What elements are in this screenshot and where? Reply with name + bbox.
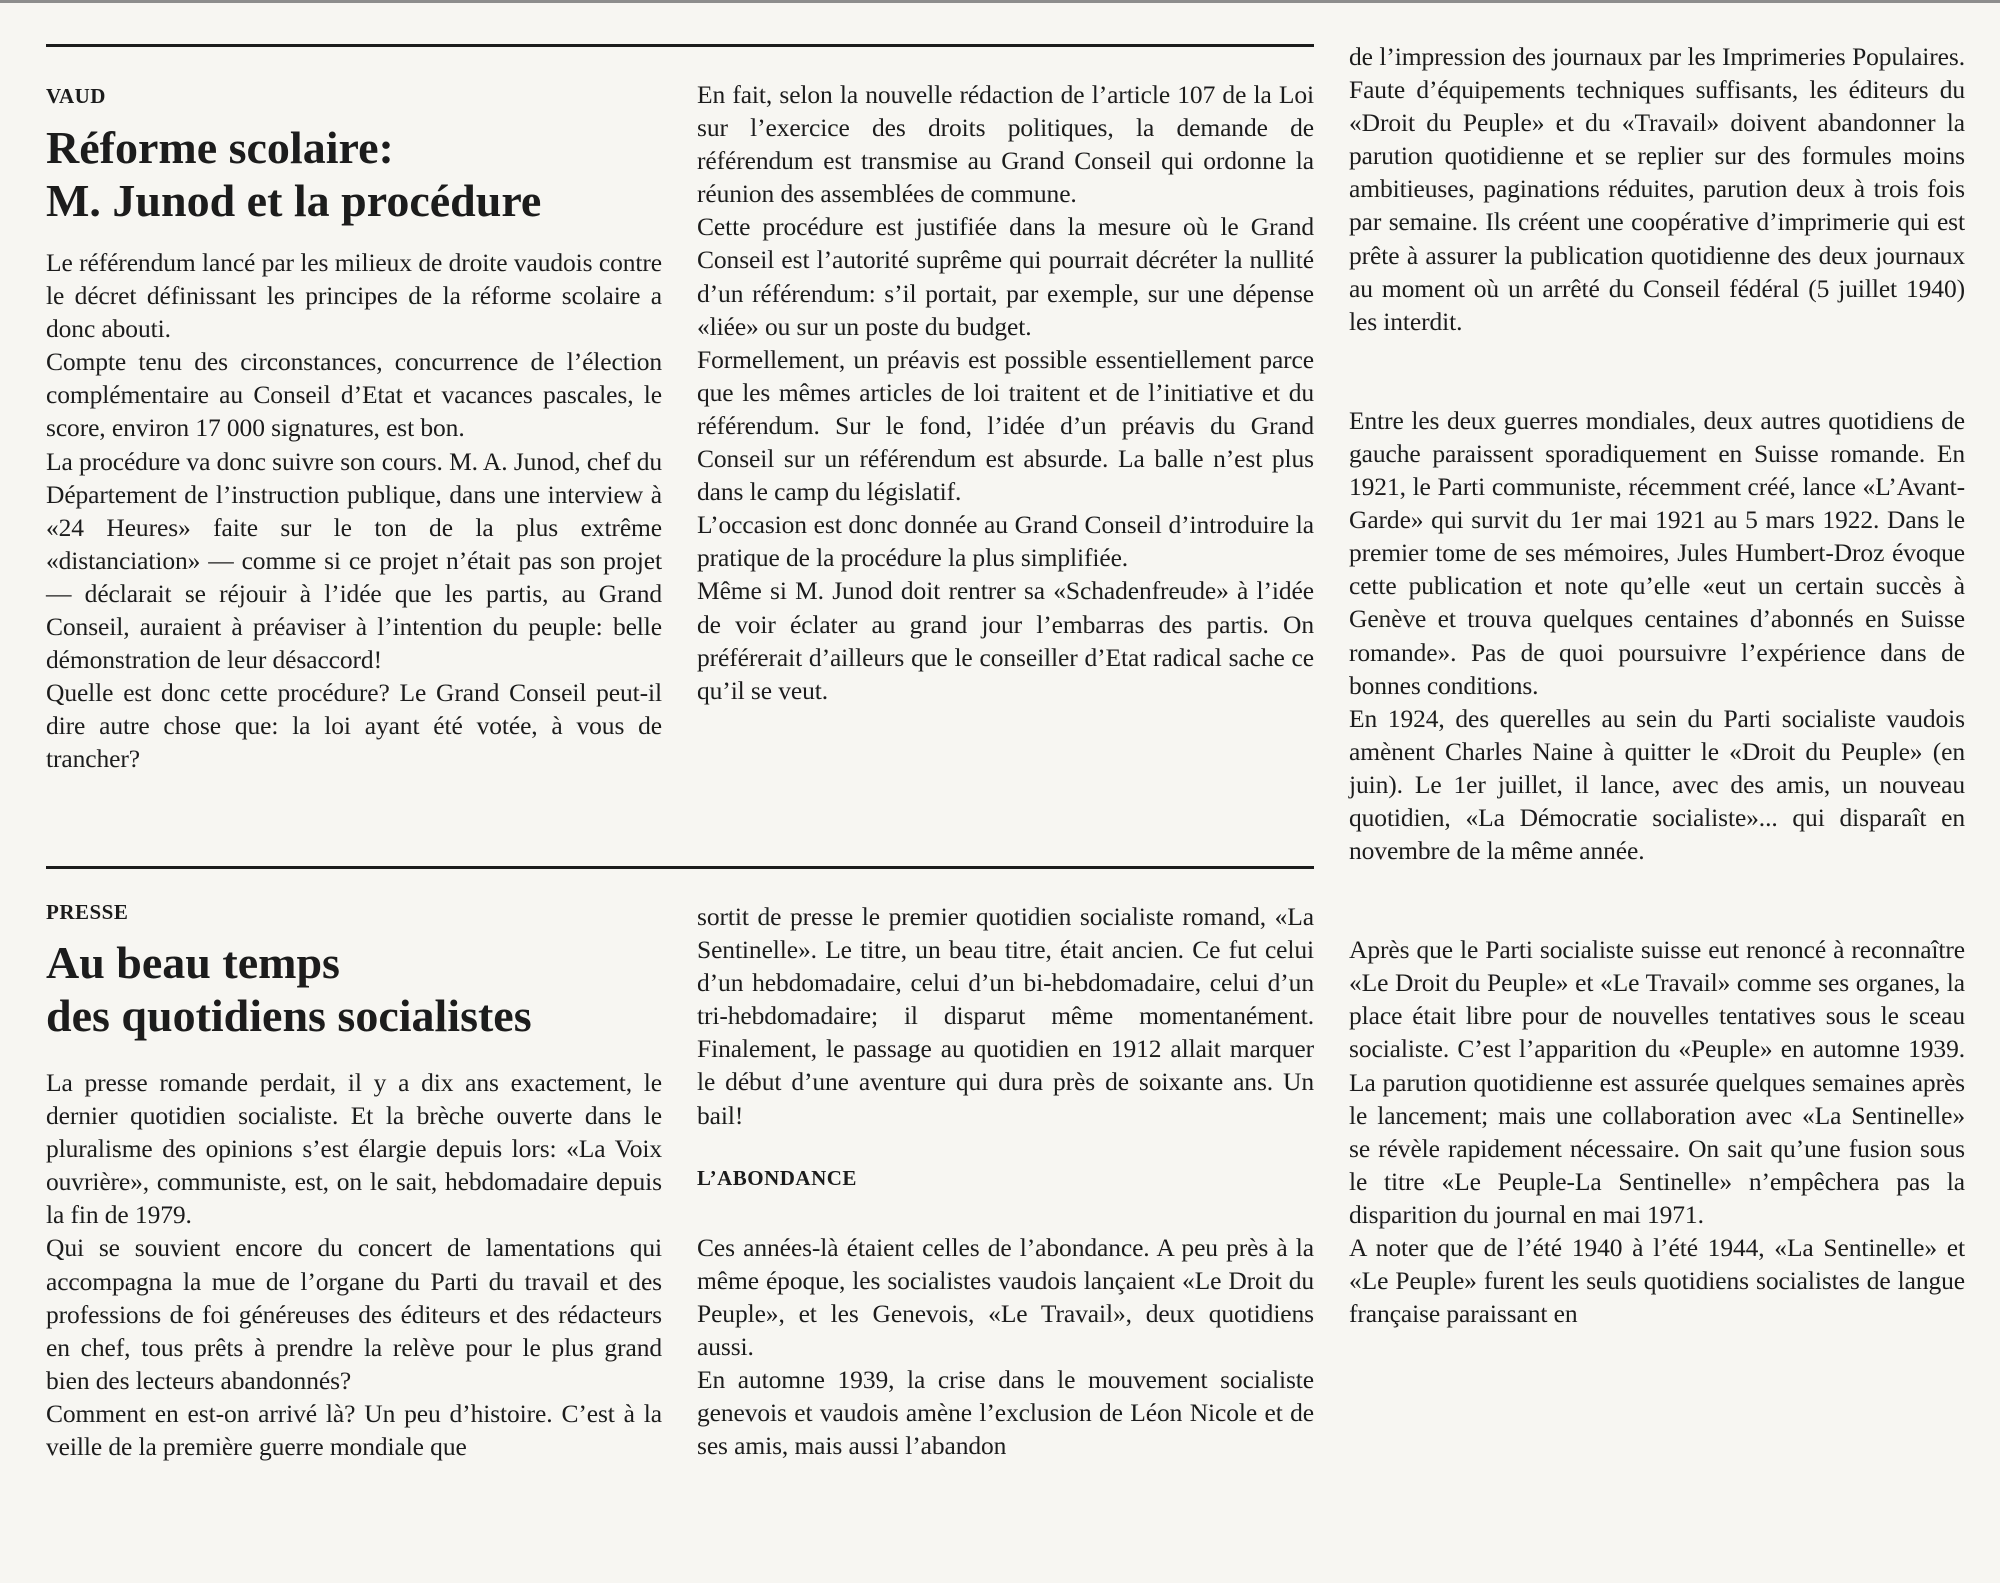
article2-subhead: L’ABONDANCE bbox=[697, 1165, 857, 1190]
article1-col1-para-4: Quelle est donc cette procédure? Le Grand Conseil peut-il dire autre chose que: la loi ayant été votée, à vous de trancher? bbox=[46, 678, 662, 774]
article1-headline-line1: Réforme scolaire: bbox=[46, 122, 394, 173]
article1-col1-para-2: Compte tenu des circonstances, concurrence de l’élection complémentaire au Conseil d’Etat et vacances pascales, le score, environ 17 000 signatures, est bon. bbox=[46, 347, 662, 443]
article2-col2-para-3: En automne 1939, la crise dans le mouvement socialiste genevois et vaudois amène l’exclusion de Léon Nicole et de ses amis, mais aussi l’abandon bbox=[697, 1365, 1314, 1461]
article1-column-1 bbox=[46, 246, 662, 776]
article2-col3-para-2: Entre les deux guerres mondiales, deux autres quotidiens de gauche paraissent sporadiquement en Suisse romande. En 1921, le Parti communiste, récemment créé, lance «L’Avant-Garde» qui survit du 1er mai 1921 au 5 mars 1922. Dans le premier tome de ses mémoires, Jules Humbert-Droz évoque cette publication et note qu’elle «eut un certain succès à Genève et trouva quelques centaines d’abonnés en Suisse romande». Pas de quoi poursuivre l’expérience dans de bonnes conditions. bbox=[1349, 405, 1965, 700]
article1-col2-para-5: Même si M. Junod doit rentrer sa «Schadenfreude» à l’idée de voir éclater au grand jour l’embarras des partis. On préférerait d’ailleurs que le conseiller d’Etat radical sache ce qu’il se veut. bbox=[697, 576, 1314, 705]
spacer bbox=[1349, 867, 1965, 933]
article2-col1-para-2: Qui se souvient encore du concert de lamentations qui accompagna la mue de l’organe du Parti du travail et des professions de foi généreuses des éditeurs et des rédacteurs en chef, tous prêts à prendre la relève pour le plus grand bien des lecteurs abandonnés? bbox=[46, 1233, 662, 1395]
article1-kicker: VAUD bbox=[46, 84, 106, 108]
spacer bbox=[697, 1191, 1314, 1231]
article1-col1-para-1: Le référendum lancé par les milieux de droite vaudois contre le décret définissant les principes de la réforme scolaire a donc abouti. bbox=[46, 248, 662, 344]
page-top-edge bbox=[0, 0, 2000, 3]
article1-col1-para-3: La procédure va donc suivre son cours. M. A. Junod, chef du Département de l’instruction publique, dans une interview à «24 Heures» faite sur le ton de la plus extrême «distanciation» — comme si ce projet n’était pas son projet — déclarait se réjouir à l’idée que les partis, au Grand Conseil, auraient à préaviser à l’intention du peuple: belle démonstration de leur désaccord! bbox=[46, 446, 662, 675]
article2-col2-para-2: Ces années-là étaient celles de l’abondance. A peu près à la même époque, les socialistes vaudois lançaient «Le Droit du Peuple», et les Genevois, «Le Travail», deux quotidiens aussi. bbox=[697, 1232, 1314, 1361]
spacer bbox=[697, 1132, 1314, 1166]
article2-col3-para-5: A noter que de l’été 1940 à l’été 1944, «La Sentinelle» et «Le Peuple» furent les seuls quotidiens socialistes de langue française paraissant en bbox=[1349, 1233, 1965, 1329]
article2-kicker: PRESSE bbox=[46, 900, 129, 924]
article2-headline-line2: des quotidiens socialistes bbox=[46, 990, 532, 1041]
article1-col2-para-2: Cette procédure est justifiée dans la mesure où le Grand Conseil est l’autorité suprême qui pourrait décréter la nullité d’un référendum: s’il portait, par exemple, sur une dépense «liée» ou sur un poste du budget. bbox=[697, 212, 1314, 341]
spacer bbox=[1349, 338, 1965, 404]
article2-headline-line1: Au beau temps bbox=[46, 937, 340, 988]
article1-headline-line2: M. Junod et la procédure bbox=[46, 175, 542, 226]
article1-col2-para-4: L’occasion est donc donnée au Grand Conseil d’introduire la pratique de la procédure la plus simplifiée. bbox=[697, 510, 1314, 573]
article2-col3-para-4: Après que le Parti socialiste suisse eut renoncé à reconnaître «Le Droit du Peuple» et «Le Travail» comme ses organes, la place était libre pour de nouvelles tentatives sous le sceau socialiste. C’est l’apparition du «Peuple» en automne 1939. La parution quotidienne est assurée quelques semaines après le lancement; mais une collaboration avec «La Sentinelle» se révèle rapidement nécessaire. On sait qu’une fusion sous le titre «Le Peuple-La Sentinelle» n’empêchera pas la disparition du journal en mai 1971. bbox=[1349, 935, 1965, 1229]
article2-top-rule bbox=[46, 866, 1314, 869]
article2-col3-para-3: En 1924, des querelles au sein du Parti socialiste vaudois amènent Charles Naine à quitter le «Droit du Peuple» (en juin). Le 1er juillet, il lance, avec des amis, un nouveau quotidien, «La Démocratie socialiste»... qui disparaît en novembre de la même année. bbox=[1349, 703, 1965, 866]
article2-column-3 bbox=[1349, 40, 1965, 1330]
article2-col2-para-1: sortit de presse le premier quotidien socialiste romand, «La Sentinelle». Le titre, un beau titre, était ancien. Ce fut celui d’un hebdomadaire, celui d’un bi-hebdomadaire, celui d’un tri-hebdomadaire; il disparut même momentanément. Finalement, le passage au quotidien en 1912 allait marquer le début d’une aventure qui dura près de soixante ans. Un bail! bbox=[697, 902, 1314, 1130]
article2-col1-para-1: La presse romande perdait, il y a dix ans exactement, le dernier quotidien socialiste. Et la brèche ouverte dans le pluralisme des opinions s’est élargie depuis lors: «La Voix ouvrière», communiste, est, on le sait, hebdomadaire depuis la fin de 1979. bbox=[46, 1068, 662, 1230]
article2-column-1 bbox=[46, 1066, 662, 1463]
article1-top-rule bbox=[46, 44, 1314, 47]
article2-col3-para-1: de l’impression des journaux par les Imprimeries Populaires. Faute d’équipements techniques suffisants, les éditeurs du «Droit du Peuple» et du «Travail» doivent abandonner la parution quotidienne et se replier sur des formules moins ambitieuses, paginations réduites, parution deux à trois fois par semaine. Ils créent une coopérative d’imprimerie qui est prête à assurer la publication quotidienne des deux journaux au moment où un arrêté du Conseil fédéral (5 juillet 1940) les interdit. bbox=[1349, 42, 1965, 336]
article2-headline bbox=[46, 936, 686, 1042]
article1-headline bbox=[46, 121, 686, 227]
article2-column-2 bbox=[697, 900, 1314, 1462]
article2-col1-para-3: Comment en est-on arrivé là? Un peu d’histoire. C’est à la veille de la première guerre mondiale que bbox=[46, 1398, 662, 1462]
article1-col2-para-1: En fait, selon la nouvelle rédaction de l’article 107 de la Loi sur l’exercice des droits politiques, la demande de référendum est transmise au Grand Conseil qui ordonne la réunion des assemblées de commune. bbox=[697, 80, 1314, 209]
article1-column-2 bbox=[697, 78, 1314, 707]
article1-col2-para-3: Formellement, un préavis est possible essentiellement parce que les mêmes articles de loi traitent et de l’initiative et du référendum. Sur le fond, l’idée d’un préavis du Grand Conseil sur un référendum est absurde. La balle n’est plus dans le camp du législatif. bbox=[697, 344, 1314, 507]
